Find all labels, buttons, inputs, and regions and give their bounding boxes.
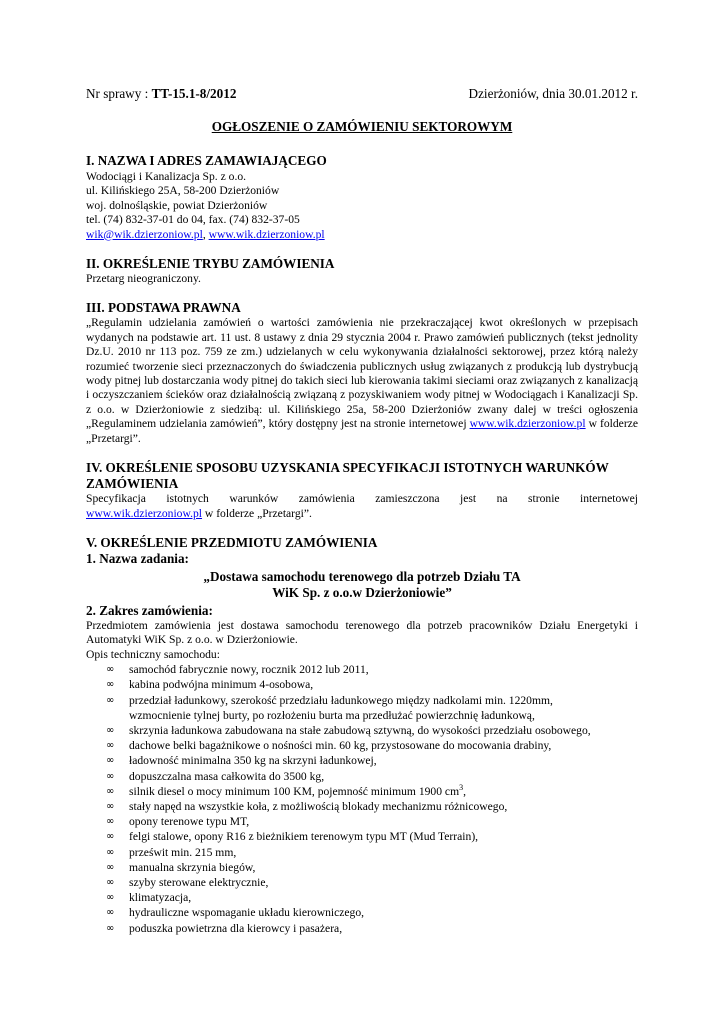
bullet-icon: ∞ xyxy=(106,861,115,873)
scope-label: 2. Zakres zamówienia: xyxy=(86,602,213,618)
specification-text: Specyfikacja istotnych warunków zamówienia zamieszczona jest na stronie internetowej xyxy=(86,492,638,506)
place-and-date: Dzierżoniów, dnia 30.01.2012 r. xyxy=(468,86,638,101)
case-number: Nr sprawy : TT-15.1-8/2012 xyxy=(86,86,237,101)
bullet-icon: ∞ xyxy=(106,724,115,736)
bullet-icon: ∞ xyxy=(106,892,115,904)
list-item: ∞ prześwit min. 215 mm, xyxy=(106,845,237,859)
document-header xyxy=(86,86,638,102)
bullet-icon: ∞ xyxy=(106,785,115,797)
bullet-icon: ∞ xyxy=(106,694,115,706)
contact-links: wik@wik.dzierzoniow.pl, www.wik.dzierzoniow.pl xyxy=(86,227,325,241)
section-contracting-authority xyxy=(86,153,638,242)
list-item: ∞ klimatyzacja, xyxy=(106,891,192,905)
section-heading: V. OKREŚLENIE PRZEDMIOTU ZAMÓWIENIA xyxy=(86,534,378,550)
list-item: ∞ dachowe belki bagażnikowe o nośności min. 60 kg, przystosowane do mocowania drabiny, xyxy=(106,739,552,753)
bullet-icon: ∞ xyxy=(106,816,115,828)
bullet-icon: ∞ xyxy=(106,679,115,691)
list-item: ∞ samochód fabrycznie nowy, rocznik 2012 lub 2011, xyxy=(106,663,369,677)
phone-fax: tel. (74) 832-37-01 do 04, fax. (74) 832-37-05 xyxy=(86,213,300,227)
bullet-icon: ∞ xyxy=(106,876,115,888)
specification-link-line: www.wik.dzierzoniow.pl w folderze „Przetargi”. xyxy=(86,506,312,520)
bullet-icon: ∞ xyxy=(106,831,115,843)
bullet-icon: ∞ xyxy=(106,800,115,812)
bullet-icon: ∞ xyxy=(106,846,115,858)
task-title-line-2: WiK Sp. z o.o.w Dzierżoniowie” xyxy=(272,584,452,600)
section-procedure xyxy=(86,256,638,286)
task-name-label: 1. Nazwa zadania: xyxy=(86,550,189,566)
section-subject xyxy=(86,535,638,936)
section-heading: IV. OKREŚLENIE SPOSOBU UZYSKANIA SPECYFIKACJI ISTOTNYCH WARUNKÓW ZAMÓWIENIA xyxy=(86,460,609,492)
tech-spec-list xyxy=(86,662,638,936)
list-item: ∞ felgi stalowe, opony R16 z bieżnikiem terenowym typu MT (Mud Terrain), xyxy=(106,830,479,844)
document-title: OGŁOSZENIE O ZAMÓWIENIU SEKTOROWYM xyxy=(211,119,513,134)
document-page xyxy=(86,86,638,936)
address-block xyxy=(86,170,638,242)
website-link[interactable]: www.wik.dzierzoniow.pl xyxy=(86,506,203,520)
bullet-icon: ∞ xyxy=(106,922,115,934)
section-heading: I. NAZWA I ADRES ZAMAWIAJĄCEGO xyxy=(86,153,327,168)
list-item: ∞ skrzynia ładunkowa zabudowana na stałe zabudową sztywną, do wysokości przedziału osobowego, xyxy=(106,723,591,737)
list-item: ∞ opony terenowe typu MT, xyxy=(106,815,250,829)
bullet-icon: ∞ xyxy=(106,770,115,782)
list-item: ∞ stały napęd na wszystkie koła, z możliwością blokady mechanizmu różnicowego, xyxy=(106,799,508,813)
list-item: ∞ hydrauliczne wspomaganie układu kierowniczego, xyxy=(106,906,365,920)
bullet-icon: ∞ xyxy=(106,664,115,676)
list-item: ∞ przedział ładunkowy, szerokość przedziału ładunkowego między nadkolami min. 1220mm, wzmocnienie tylnej burty, po rozłożeniu burta ma przedłużać powierzchnię ładunkową, xyxy=(106,693,553,722)
bullet-icon: ∞ xyxy=(106,755,115,767)
bullet-icon: ∞ xyxy=(106,907,115,919)
section-legal-basis xyxy=(86,300,638,446)
procedure-text: Przetarg nieograniczony. xyxy=(86,272,201,286)
list-item: ∞ silnik diesel o mocy minimum 100 KM, pojemność minimum 1900 $cm^3$, xyxy=(106,782,466,798)
region: woj. dolnośląskie, powiat Dzierżoniów xyxy=(86,198,268,212)
email-link[interactable]: wik@wik.dzierzoniow.pl xyxy=(86,227,203,241)
tech-description-label: Opis techniczny samochodu: xyxy=(86,647,220,661)
section-heading: III. PODSTAWA PRAWNA xyxy=(86,300,241,316)
list-item: ∞ kabina podwójna minimum 4-osobowa, xyxy=(106,678,314,692)
legal-basis-text: „Regulamin udzielania zamówień o wartości zamówienia nie przekraczającej kwot określonych w przepisach wydanych na podstawie art. 11 ust. 8 ustawy z dnia 29 stycznia 2004 r. Prawo zamówień publicznych (tekst jednolity Dz.U. 2010 nr 113 poz. 759 ze zm.) udzielanych w celu wykonywania działalności sektorowej, przez którą należy rozumieć tworzenie sieci przeznaczonych do świadczenia publicznych usług związanych z produkcją lub dystrybucją wody pitnej lub dostarczania wody pitnej do takich sieci lub kierowania takimi sieciami oraz związanych z kanalizacją i oczyszczaniem ścieków oraz działalnością związaną z pozyskiwaniem wody pitnej w Wodociągach i Kanalizacji Sp. z o.o. w Dzierżoniowie z siedzibą: ul. Kilińskiego 25a, 58-200 Dzierżoniów zwany dalej w treści ogłoszenia „Regulaminem udzielania zamówień”, który dostępny jest na stronie internetowej www.wik.dzierzoniow.pl w folderze „Przetargi”. xyxy=(86,316,638,445)
bullet-icon: ∞ xyxy=(106,740,115,752)
task-title-line-1: „Dostawa samochodu terenowego dla potrzeb Działu TA xyxy=(203,568,521,584)
section-specification xyxy=(86,460,638,521)
street-address: ul. Kilińskiego 25A, 58-200 Dzierżoniów xyxy=(86,184,280,198)
list-item: ∞ poduszka powietrzna dla kierowcy i pasażera, xyxy=(106,921,343,935)
list-item: ∞ ładowność minimalna 350 kg na skrzyni ładunkowej, xyxy=(106,754,377,768)
list-item: ∞ szyby sterowane elektrycznie, xyxy=(106,875,269,889)
list-item: ∞ dopuszczalna masa całkowita do 3500 kg, xyxy=(106,769,325,783)
website-link[interactable]: www.wik.dzierzoniow.pl xyxy=(208,227,325,241)
section-heading: II. OKREŚLENIE TRYBU ZAMÓWIENIA xyxy=(86,256,335,272)
website-link[interactable]: www.wik.dzierzoniow.pl xyxy=(469,417,586,431)
company-name: Wodociągi i Kanalizacja Sp. z o.o. xyxy=(86,170,247,183)
list-item: ∞ manualna skrzynia biegów, xyxy=(106,860,256,874)
scope-text: Przedmiotem zamówienia jest dostawa samochodu terenowego dla potrzeb pracowników Działu Energetyki i Automatyki WiK Sp. z o.o. w Dzierżoniowie. xyxy=(86,618,638,647)
